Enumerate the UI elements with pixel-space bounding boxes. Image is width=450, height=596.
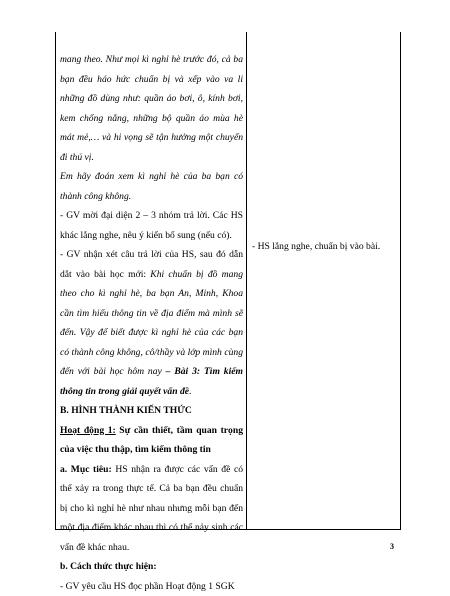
teacher-activity-column [60, 50, 243, 596]
gv-comment-prefix: - GV nhận xét câu trả lời của HS, sau đó dẫn dắt vào bài học mới: [60, 249, 243, 280]
goal-text: HS nhận ra được các vấn đề có thể xảy ra trong thực tế. Cả ba bạn đều chuẩn bị cho kì nghỉ hè như nhau nhưng mỗi bạn đến một địa điểm khác nhau thì có thể nảy sinh các vấn đề khác nhau. [60, 464, 243, 553]
activity-heading [60, 421, 243, 460]
guess-question: Em hãy đoán xem kì nghỉ hè của ba bạn có thành công không. [60, 167, 243, 206]
method-text: - GV yêu cầu HS đọc phần Hoạt động 1 SGK [60, 577, 243, 596]
page-number: 3 [390, 542, 394, 551]
gv-invite-text: - GV mời đại diện 2 – 3 nhóm trả lời. Các HS khác lắng nghe, nêu ý kiến bổ sung (nếu có). [60, 206, 243, 245]
gv-comment-paragraph [60, 245, 243, 401]
section-b-heading: B. HÌNH THÀNH KIẾN THỨC [60, 401, 243, 421]
method-heading: b. Cách thức thực hiện: [60, 557, 243, 577]
goal-paragraph [60, 460, 243, 558]
student-activity-column [252, 237, 400, 256]
intro-paragraph: mang theo. Như mọi kì nghỉ hè trước đó, cả ba bạn đều háo hức chuẩn bị và xếp vào va li những đồ dùng như: quần áo bơi, ô, kính bơi, kem chống nắng, những bộ quần áo mùa hè mát mẻ,… và hi vọng sẽ tận hưởng một chuyến đi thú vị. [60, 50, 243, 167]
activity-label: Hoạt động 1: [60, 425, 116, 436]
goal-label: a. Mục tiêu: [60, 464, 112, 475]
gv-comment-italic: Khi chuẩn bị đồ mang theo cho kì nghỉ hè, ba bạn An, Minh, Khoa cần tìm hiểu thông tin về địa điểm mà mình sẽ đến. Vậy để biết được kì nghỉ hè của các bạn có thành công không, cô/thầy và lớp mình cùng đến với bài học hôm nay [60, 269, 243, 378]
lesson-title: – Bài 3: Tìm kiếm thông tin trong giải quyết vấn đề [60, 366, 243, 397]
lesson-table [55, 32, 401, 530]
hs-listen-text: - HS lắng nghe, chuẩn bị vào bài. [252, 237, 400, 256]
column-divider [246, 32, 247, 529]
activity-title: Sự cần thiết, tầm quan trọng của việc thu thập, tìm kiếm thông tin [60, 425, 243, 456]
lesson-title-end: . [189, 386, 191, 397]
